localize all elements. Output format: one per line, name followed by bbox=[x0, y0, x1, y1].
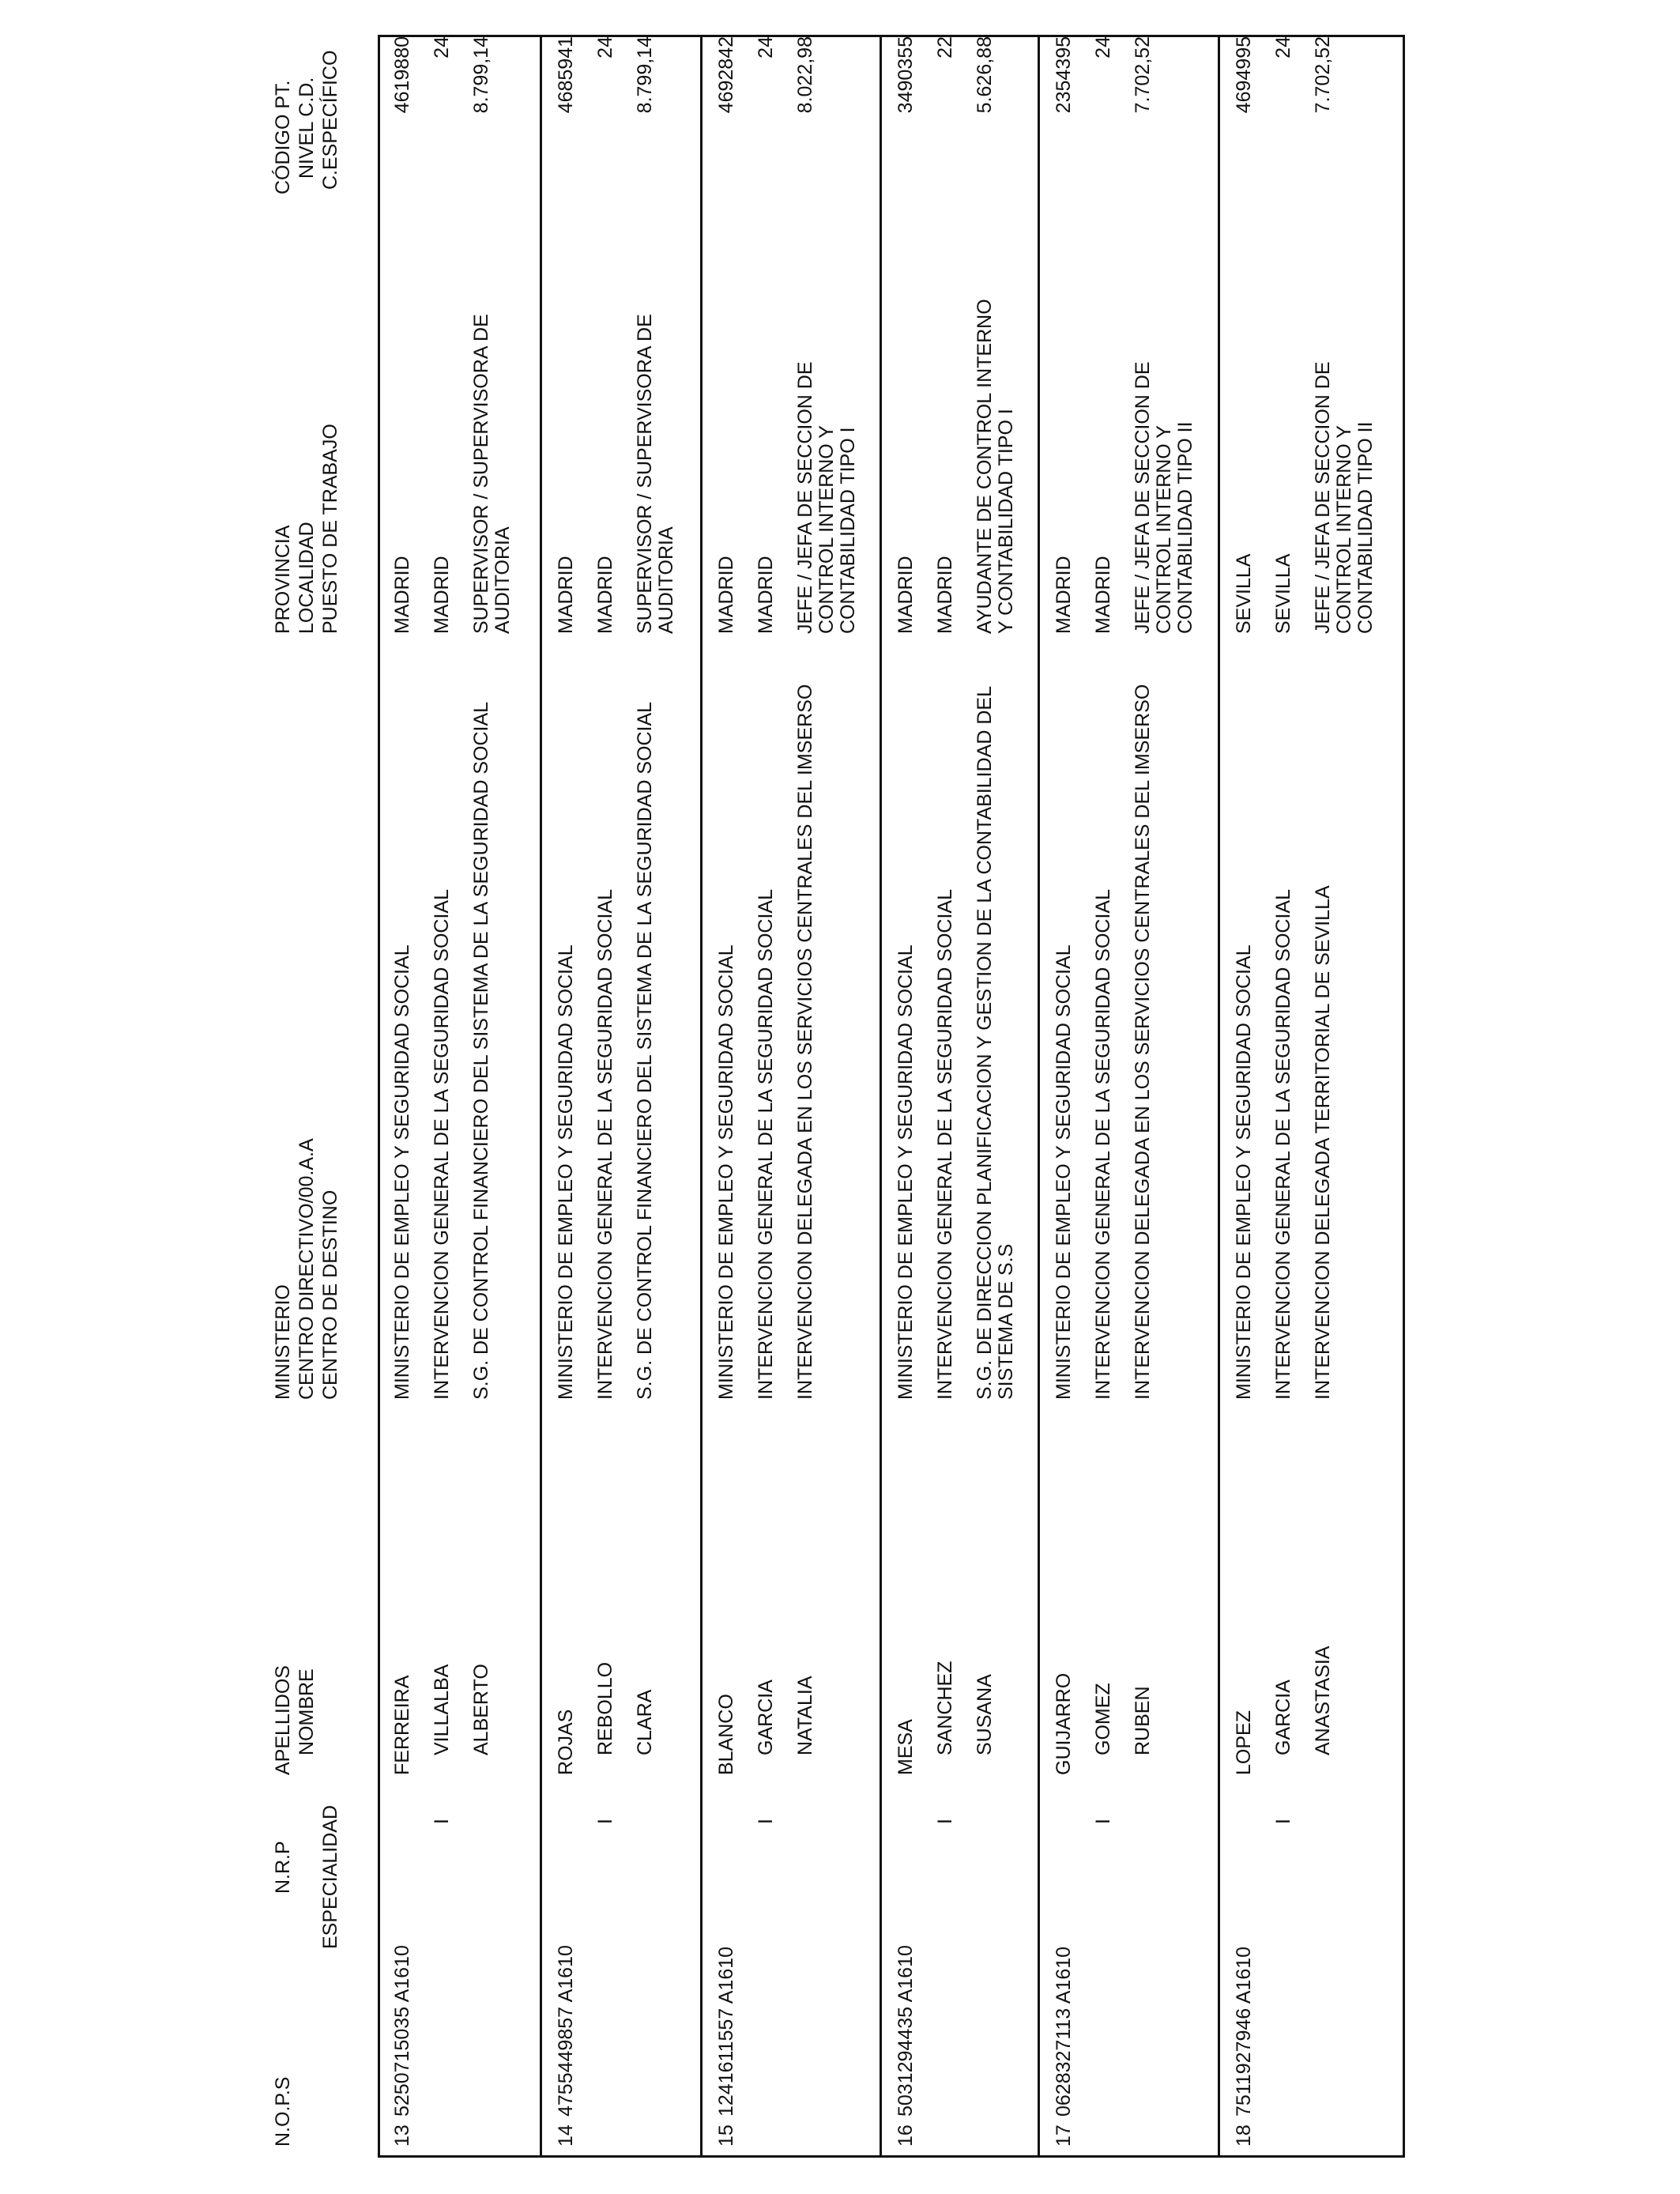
row-puesto: JEFE / JEFA DE SECCION DE CONTROL INTERNO Y CONTABILIDAD TIPO II bbox=[1312, 361, 1377, 634]
row-nombre: RUBEN bbox=[1132, 1686, 1154, 1755]
row-nops: 14 bbox=[555, 2124, 577, 2147]
row-especialidad: I bbox=[431, 1819, 453, 1824]
row-localidad: MADRID bbox=[934, 556, 956, 634]
row-centro-directivo: INTERVENCION GENERAL DE LA SEGURIDAD SOCIAL bbox=[755, 889, 777, 1400]
row-especialidad: I bbox=[934, 1819, 956, 1824]
row-puesto: JEFE / JEFA DE SECCION DE CONTROL INTERNO Y CONTABILIDAD TIPO I bbox=[794, 361, 859, 634]
row-provincia: MADRID bbox=[895, 556, 917, 634]
row-centro-destino: INTERVENCION DELEGADA EN LOS SERVICIOS CENTRALES DEL IMSERSO bbox=[794, 684, 816, 1400]
row-nops: 15 bbox=[715, 2124, 737, 2147]
row-apellido-2: VILLALBA bbox=[431, 1664, 453, 1755]
row-nombre: NATALIA bbox=[794, 1676, 816, 1755]
row-codigo: 2354395 bbox=[1053, 36, 1075, 114]
row-apellido-2: SANCHEZ bbox=[934, 1661, 956, 1755]
row-especialidad: I bbox=[1272, 1819, 1294, 1824]
row-ministerio: MINISTERIO DE EMPLEO Y SEGURIDAD SOCIAL bbox=[895, 944, 917, 1400]
row-provincia: MADRID bbox=[1053, 556, 1075, 634]
header-apellidos: APELLIDOS bbox=[272, 1665, 294, 1775]
row-nivel: 24 bbox=[431, 36, 453, 58]
row-localidad: SEVILLA bbox=[1272, 553, 1294, 634]
header-codigo: CÓDIGO PT. bbox=[272, 80, 294, 194]
row-nops: 13 bbox=[391, 2124, 413, 2147]
row-centro-directivo: INTERVENCION GENERAL DE LA SEGURIDAD SOCIAL bbox=[1092, 889, 1114, 1400]
header-localidad: LOCALIDAD bbox=[296, 522, 318, 634]
row-especifico: 5.626,88 bbox=[974, 36, 996, 114]
row-apellido-2: GARCIA bbox=[1272, 1679, 1294, 1755]
row-apellido-2: GARCIA bbox=[755, 1679, 777, 1755]
row-nrp: 5250715035 A1610 bbox=[391, 1945, 413, 2117]
row-puesto: AYUDANTE DE CONTROL INTERNO Y CONTABILIDAD TIPO I bbox=[974, 299, 1017, 634]
row-nivel: 24 bbox=[1272, 36, 1294, 58]
header-nombre: NOMBRE bbox=[296, 1668, 318, 1755]
header-nivel: NIVEL C.D. bbox=[296, 77, 318, 179]
row-apellido-1: MESA bbox=[895, 1719, 917, 1775]
row-codigo: 3490355 bbox=[895, 36, 917, 114]
header-especifico: C.ESPECÍFICO bbox=[319, 50, 341, 190]
row-centro-destino: S.G. DE CONTROL FINANCIERO DEL SISTEMA DE LA SEGURIDAD SOCIAL bbox=[634, 701, 656, 1400]
row-nivel: 22 bbox=[934, 36, 956, 58]
row-nivel: 24 bbox=[594, 36, 616, 58]
row-ministerio: MINISTERIO DE EMPLEO Y SEGURIDAD SOCIAL bbox=[715, 944, 737, 1400]
row-centro-directivo: INTERVENCION GENERAL DE LA SEGURIDAD SOCIAL bbox=[934, 889, 956, 1400]
row-localidad: MADRID bbox=[1092, 556, 1114, 634]
row-especifico: 7.702,52 bbox=[1132, 36, 1154, 114]
row-nrp: 4755449857 A1610 bbox=[555, 1945, 577, 2117]
row-nops: 17 bbox=[1053, 2124, 1075, 2147]
row-centro-directivo: INTERVENCION GENERAL DE LA SEGURIDAD SOCIAL bbox=[1272, 889, 1294, 1400]
row-apellido-1: ROJAS bbox=[555, 1709, 577, 1775]
row-provincia: SEVILLA bbox=[1233, 553, 1255, 634]
row-nombre: ANASTASIA bbox=[1312, 1646, 1334, 1755]
row-centro-destino: INTERVENCION DELEGADA TERRITORIAL DE SEVILLA bbox=[1312, 885, 1334, 1400]
row-especialidad: I bbox=[594, 1819, 616, 1824]
row-apellido-2: GOMEZ bbox=[1092, 1683, 1114, 1755]
row-codigo: 4685941 bbox=[555, 36, 577, 114]
row-ministerio: MINISTERIO DE EMPLEO Y SEGURIDAD SOCIAL bbox=[391, 944, 413, 1400]
header-centro-destino: CENTRO DE DESTINO bbox=[319, 1189, 341, 1400]
row-centro-directivo: INTERVENCION GENERAL DE LA SEGURIDAD SOCIAL bbox=[594, 889, 616, 1400]
row-apellido-1: FERREIRA bbox=[391, 1675, 413, 1775]
row-centro-destino: S.G. DE DIRECCION PLANIFICACION Y GESTION DE LA CONTABILIDAD DEL SISTEMA DE S.S bbox=[974, 686, 1017, 1400]
row-centro-destino: S.G. DE CONTROL FINANCIERO DEL SISTEMA DE LA SEGURIDAD SOCIAL bbox=[470, 701, 492, 1400]
row-apellido-1: GUIJARRO bbox=[1053, 1672, 1075, 1775]
header-ministerio: MINISTERIO bbox=[272, 1284, 294, 1400]
row-nombre: CLARA bbox=[634, 1689, 656, 1755]
row-nivel: 24 bbox=[755, 36, 777, 58]
row-separator bbox=[1218, 35, 1220, 2158]
row-puesto: SUPERVISOR / SUPERVISORA DE AUDITORIA bbox=[634, 314, 677, 634]
row-nrp: 0628327113 A1610 bbox=[1053, 1946, 1075, 2117]
row-apellido-2: REBOLLO bbox=[594, 1661, 616, 1755]
row-codigo: 4692842 bbox=[715, 36, 737, 114]
row-nops: 18 bbox=[1233, 2124, 1255, 2147]
row-especifico: 8.799,14 bbox=[470, 36, 492, 114]
row-especialidad: I bbox=[755, 1819, 777, 1824]
row-centro-destino: INTERVENCION DELEGADA EN LOS SERVICIOS CENTRALES DEL IMSERSO bbox=[1132, 684, 1154, 1400]
row-nombre: SUSANA bbox=[974, 1674, 996, 1755]
row-separator bbox=[540, 35, 542, 2158]
row-separator bbox=[1038, 35, 1040, 2158]
row-apellido-1: LOPEZ bbox=[1233, 1710, 1255, 1775]
row-codigo: 4694995 bbox=[1233, 36, 1255, 114]
row-ministerio: MINISTERIO DE EMPLEO Y SEGURIDAD SOCIAL bbox=[1233, 944, 1255, 1400]
row-puesto: SUPERVISOR / SUPERVISORA DE AUDITORIA bbox=[470, 314, 514, 634]
row-separator bbox=[880, 35, 882, 2158]
row-localidad: MADRID bbox=[431, 556, 453, 634]
row-ministerio: MINISTERIO DE EMPLEO Y SEGURIDAD SOCIAL bbox=[1053, 944, 1075, 1400]
row-especifico: 8.799,14 bbox=[634, 36, 656, 114]
row-nrp: 1241611557 A1610 bbox=[715, 1946, 737, 2117]
row-provincia: MADRID bbox=[715, 556, 737, 634]
row-centro-directivo: INTERVENCION GENERAL DE LA SEGURIDAD SOCIAL bbox=[431, 889, 453, 1400]
row-localidad: MADRID bbox=[755, 556, 777, 634]
header-nrp: N.R.P bbox=[272, 1841, 294, 1894]
row-especifico: 8.022,98 bbox=[794, 36, 816, 114]
row-separator bbox=[700, 35, 703, 2158]
row-nrp: 7511927946 A1610 bbox=[1233, 1946, 1255, 2117]
header-provincia: PROVINCIA bbox=[272, 525, 294, 634]
row-ministerio: MINISTERIO DE EMPLEO Y SEGURIDAD SOCIAL bbox=[555, 944, 577, 1400]
row-especialidad: I bbox=[1092, 1819, 1114, 1824]
row-nrp: 5031294435 A1610 bbox=[895, 1945, 917, 2117]
row-puesto: JEFE / JEFA DE SECCION DE CONTROL INTERNO Y CONTABILIDAD TIPO II bbox=[1132, 361, 1196, 634]
row-codigo: 4619880 bbox=[391, 36, 413, 114]
header-nops: N.O.P.S bbox=[272, 2076, 294, 2147]
row-nombre: ALBERTO bbox=[470, 1664, 492, 1755]
row-nops: 16 bbox=[895, 2124, 917, 2147]
row-nivel: 24 bbox=[1092, 36, 1114, 58]
row-especifico: 7.702,52 bbox=[1312, 36, 1334, 114]
row-provincia: MADRID bbox=[391, 556, 413, 634]
header-centro-directivo: CENTRO DIRECTIVO/00.A.A bbox=[296, 1138, 318, 1400]
row-apellido-1: BLANCO bbox=[715, 1694, 737, 1775]
header-especialidad: ESPECIALIDAD bbox=[319, 1804, 341, 1949]
header-puesto: PUESTO DE TRABAJO bbox=[319, 424, 341, 634]
row-localidad: MADRID bbox=[594, 556, 616, 634]
row-provincia: MADRID bbox=[555, 556, 577, 634]
